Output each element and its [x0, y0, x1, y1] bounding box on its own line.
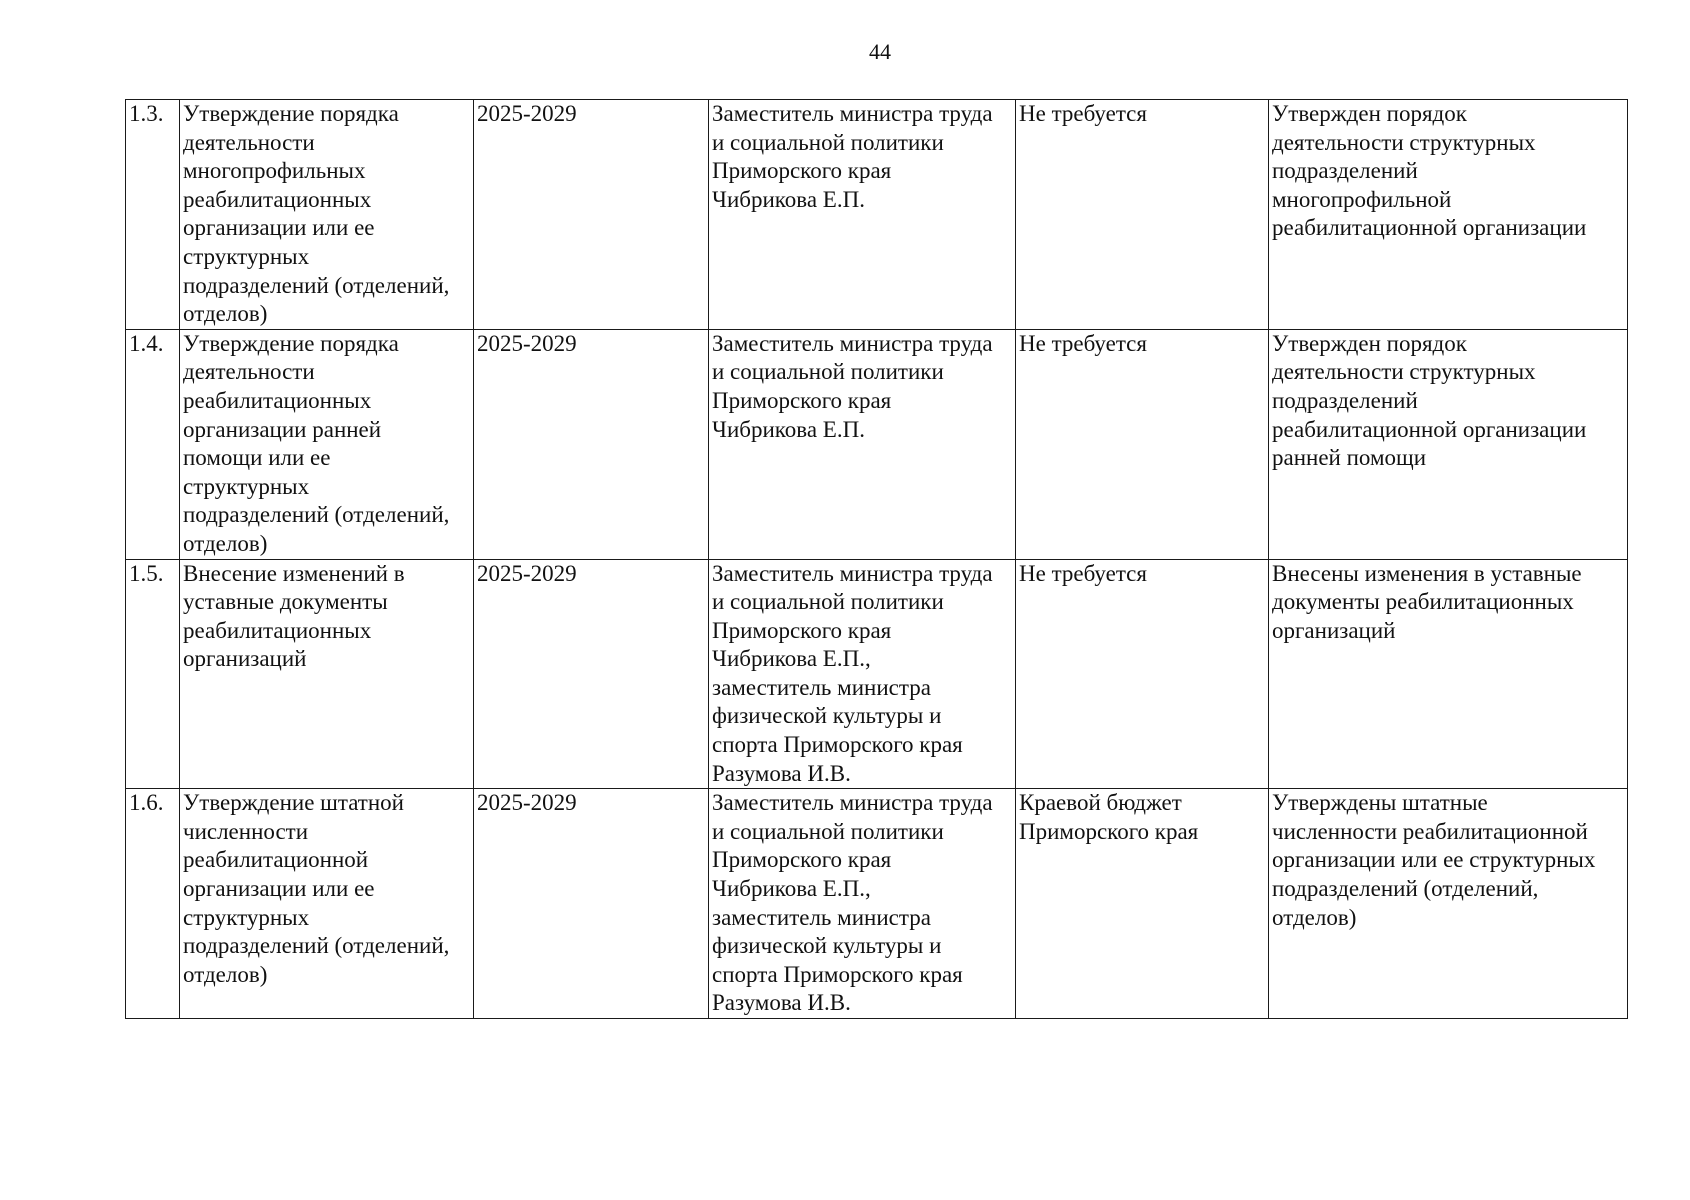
period-cell: 2025-2029 — [474, 559, 709, 789]
table-row — [126, 329, 1628, 559]
responsible-cell: Заместитель министра труда и социальной политики Приморского края Чибрикова Е.П. — [709, 100, 1016, 330]
result-cell: Внесены изменения в уставные документы реабилитационных организаций — [1269, 559, 1628, 789]
funding-cell: Не требуется — [1016, 559, 1269, 789]
row-number-cell: 1.6. — [126, 789, 180, 1019]
responsible-cell: Заместитель министра труда и социальной политики Приморского края Чибрикова Е.П. — [709, 329, 1016, 559]
measure-name-cell: Утверждение штатной численности реабилитационной организации или ее структурных подразделений (отделений, отделов) — [180, 789, 474, 1019]
page-number: 44 — [869, 39, 891, 64]
period-cell: 2025-2029 — [474, 329, 709, 559]
responsible-cell: Заместитель министра труда и социальной политики Приморского края Чибрикова Е.П., заместитель министра физической культуры и спорта Приморского края Разумова И.В. — [709, 789, 1016, 1019]
table-row — [126, 789, 1628, 1019]
funding-cell: Не требуется — [1016, 100, 1269, 330]
result-cell: Утверждены штатные численности реабилитационной организации или ее структурных подразделений (отделений, отделов) — [1269, 789, 1628, 1019]
funding-cell: Не требуется — [1016, 329, 1269, 559]
responsible-cell: Заместитель министра труда и социальной политики Приморского края Чибрикова Е.П., заместитель министра физической культуры и спорта Приморского края Разумова И.В. — [709, 559, 1016, 789]
measures-table — [125, 99, 1628, 1019]
measure-name-cell: Утверждение порядка деятельности многопрофильных реабилитационных организации или ее структурных подразделений (отделений, отделов) — [180, 100, 474, 330]
result-cell: Утвержден порядок деятельности структурных подразделений многопрофильной реабилитационной организации — [1269, 100, 1628, 330]
period-cell: 2025-2029 — [474, 100, 709, 330]
measure-name-cell: Внесение изменений в уставные документы реабилитационных организаций — [180, 559, 474, 789]
measure-name-cell: Утверждение порядка деятельности реабилитационных организации ранней помощи или ее структурных подразделений (отделений, отделов) — [180, 329, 474, 559]
period-cell: 2025-2029 — [474, 789, 709, 1019]
row-number-cell: 1.5. — [126, 559, 180, 789]
row-number-cell: 1.4. — [126, 329, 180, 559]
result-cell: Утвержден порядок деятельности структурных подразделений реабилитационной организации ранней помощи — [1269, 329, 1628, 559]
table-row — [126, 559, 1628, 789]
table-row — [126, 100, 1628, 330]
funding-cell: Краевой бюджет Приморского края — [1016, 789, 1269, 1019]
row-number-cell: 1.3. — [126, 100, 180, 330]
